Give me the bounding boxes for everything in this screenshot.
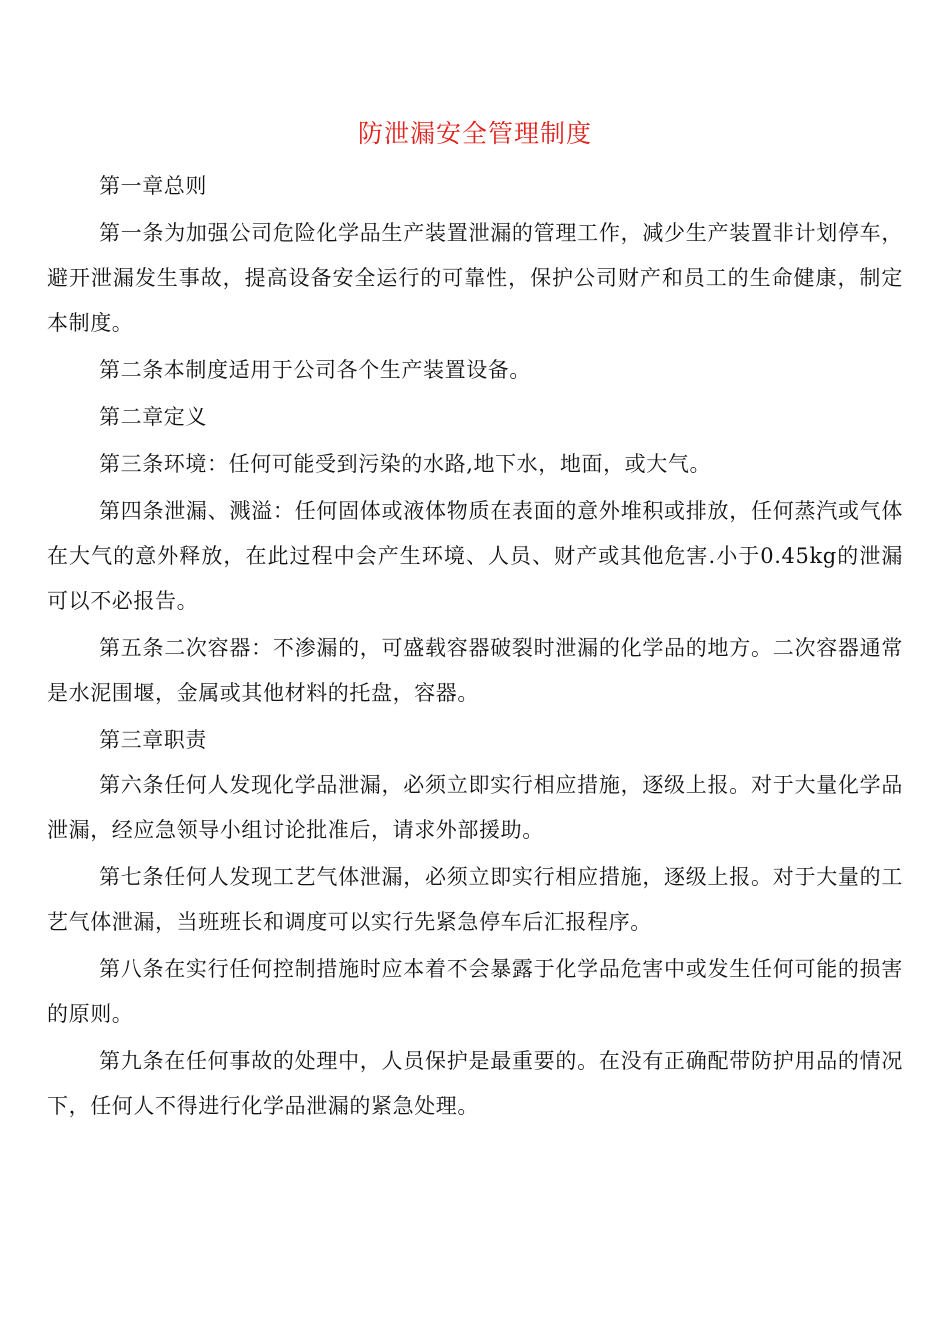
- document-title: 防泄漏安全管理制度: [357, 119, 592, 148]
- document-body: [47, 164, 903, 1131]
- article-paragraph: 第三条环境：任何可能受到污染的水路,地下水，地面，或大气。: [99, 452, 712, 476]
- article-paragraph: 第八条在实行任何控制措施时应本着不会暴露于化学品危害中或发生任何可能的损害的原则。: [47, 957, 903, 1026]
- article-paragraph: 第七条任何人发现工艺气体泄漏，必须立即实行相应措施，逐级上报。对于大量的工艺气体泄漏，当班班长和调度可以实行先紧急停车后汇报程序。: [47, 865, 903, 934]
- article-paragraph: 第五条二次容器：不渗漏的，可盛载容器破裂时泄漏的化学品的地方。二次容器通常是水泥围堰，金属或其他材料的托盘，容器。: [47, 636, 903, 705]
- chapter-heading: 第三章职责: [99, 728, 207, 752]
- article-paragraph: 第六条任何人发现化学品泄漏，必须立即实行相应措施，逐级上报。对于大量化学品泄漏，经应急领导小组讨论批准后，请求外部援助。: [47, 773, 903, 842]
- article-paragraph: 第一条为加强公司危险化学品生产装置泄漏的管理工作，减少生产装置非计划停车，避开泄漏发生事故，提高设备安全运行的可靠性，保护公司财产和员工的生命健康，制定本制度。: [47, 221, 903, 335]
- article-paragraph: 第二条本制度适用于公司各个生产装置设备。: [99, 358, 531, 382]
- article-paragraph: 第九条在任何事故的处理中，人员保护是最重要的。在没有正确配带防护用品的情况下，任何人不得进行化学品泄漏的紧急处理。: [47, 1049, 903, 1118]
- article-paragraph: 第四条泄漏、溅溢：任何固体或液体物质在表面的意外堆积或排放，任何蒸汽或气体在大气的意外释放，在此过程中会产生环境、人员、财产或其他危害.小于0.45kg的泄漏可以不必报告。: [47, 499, 903, 613]
- chapter-heading: 第二章定义: [99, 405, 207, 429]
- chapter-heading: 第一章总则: [99, 174, 207, 198]
